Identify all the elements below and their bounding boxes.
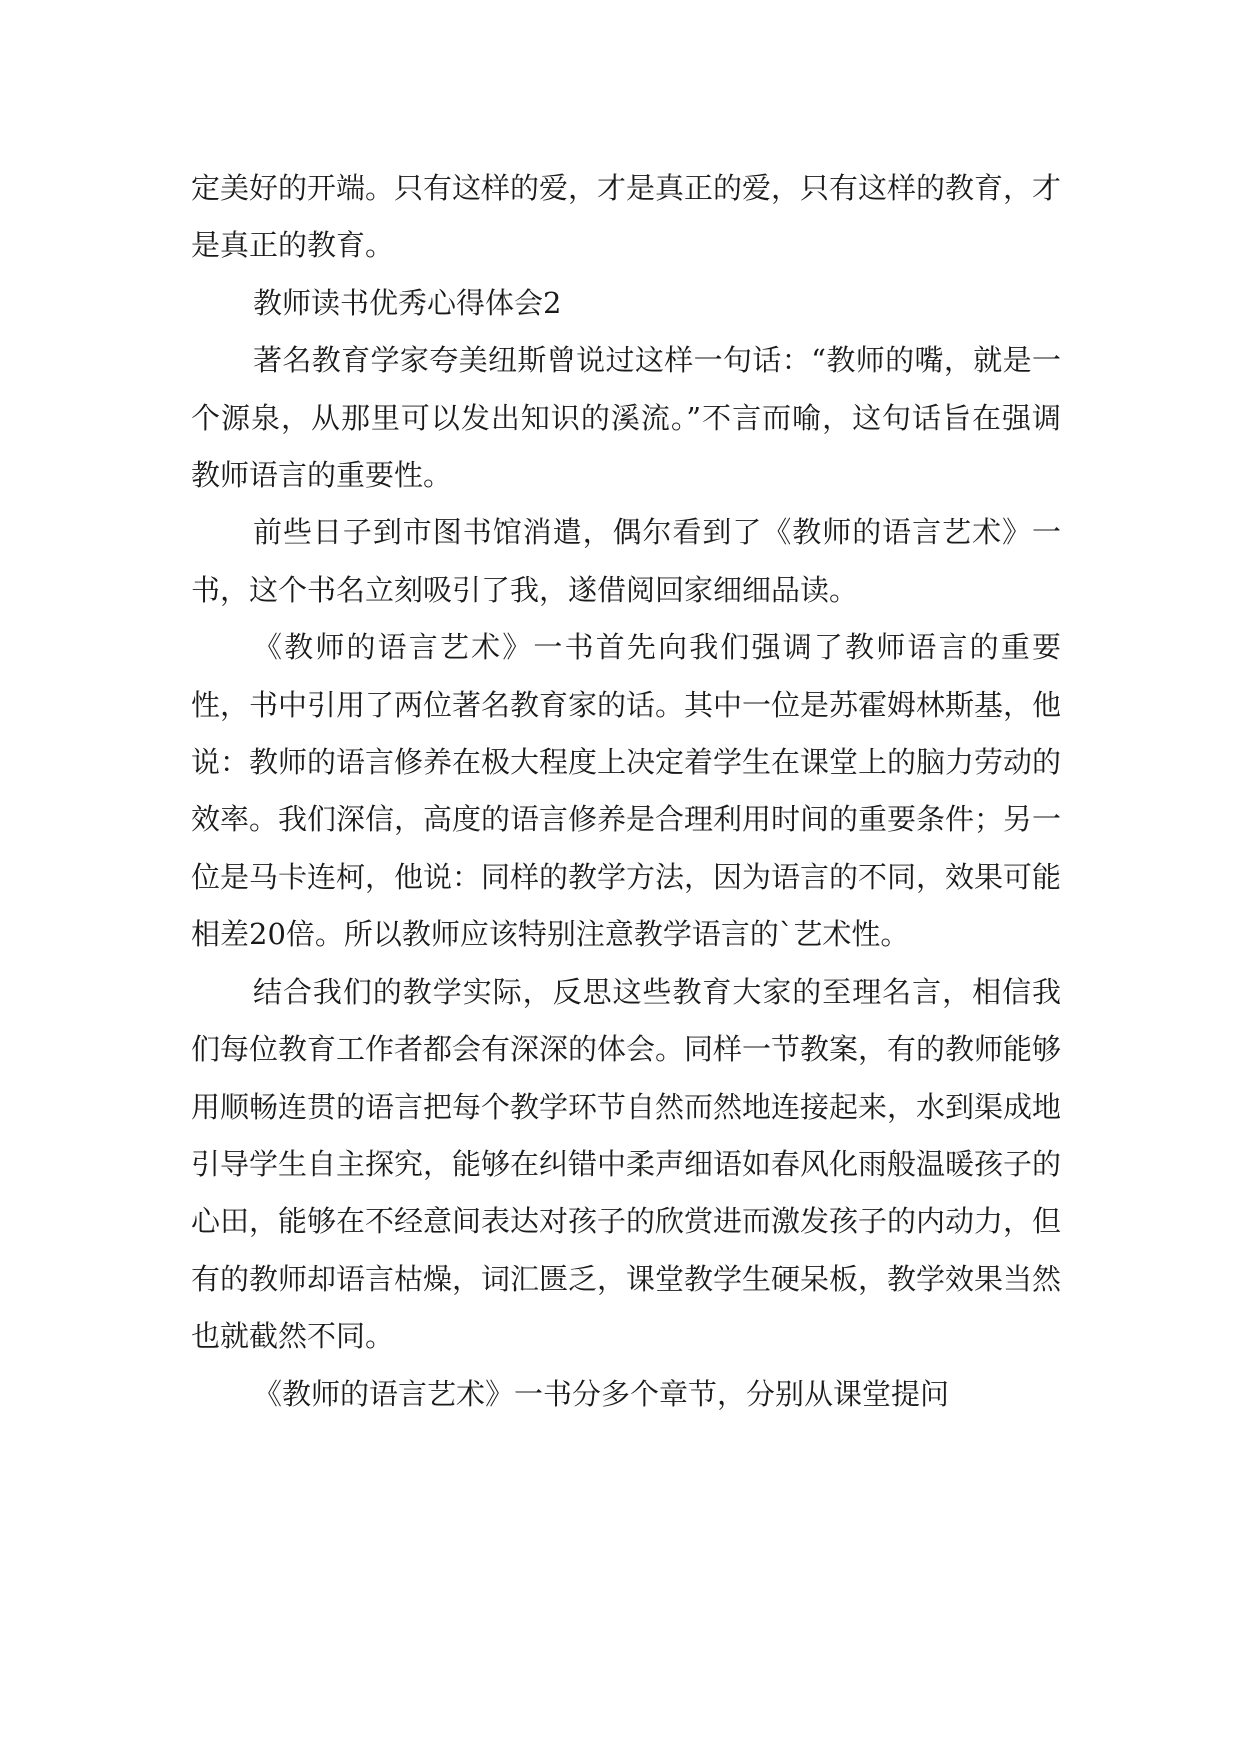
paragraph: 著名教育学家夸美纽斯曾说过这样一句话：“教师的嘴，就是一个源泉，从那里可以发出知识的溪流。”不言而喻，这句话旨在强调教师语言的重要性。 [191,343,1061,493]
paragraph: 《教师的语言艺术》一书分多个章节，分别从课堂提问 [253,1376,950,1411]
paragraph: 结合我们的教学实际，反思这些教育大家的至理名言，相信我们每位教育工作者都会有深深的体会。同样一节教案，有的教师能够用顺畅连贯的语言把每个教学环节自然而然地连接起来，水到渠成地引导学生自主探究，能够在纠错中柔声细语如春风化雨般温暖孩子的心田，能够在不经意间表达对孩子的欣赏进而激发孩子的内动力，但有的教师却语言枯燥，词汇匮乏，课堂教学生硬呆板，教学效果当然也就截然不同。 [191,974,1062,1354]
document-body [191,160,1061,1423]
section-heading: 教师读书优秀心得体会2 [253,285,562,320]
paragraph-continuation: 定美好的开端。只有这样的爱，才是真正的爱，只有这样的教育，才是真正的教育。 [191,171,1062,263]
paragraph: 《教师的语言艺术》一书首先向我们强调了教师语言的重要性，书中引用了两位著名教育家的话。其中一位是苏霍姆林斯基，他说：教师的语言修养在极大程度上决定着学生在课堂上的脑力劳动的效率。我们深信，高度的语言修养是合理利用时间的重要条件；另一位是马卡连柯，他说：同样的教学方法，因为语言的不同，效果可能相差20倍。所以教师应该特别注意教学语言的`艺术性。 [191,630,1062,952]
paragraph: 前些日子到市图书馆消遣，偶尔看到了《教师的语言艺术》一书，这个书名立刻吸引了我，遂借阅回家细细品读。 [191,515,1061,607]
